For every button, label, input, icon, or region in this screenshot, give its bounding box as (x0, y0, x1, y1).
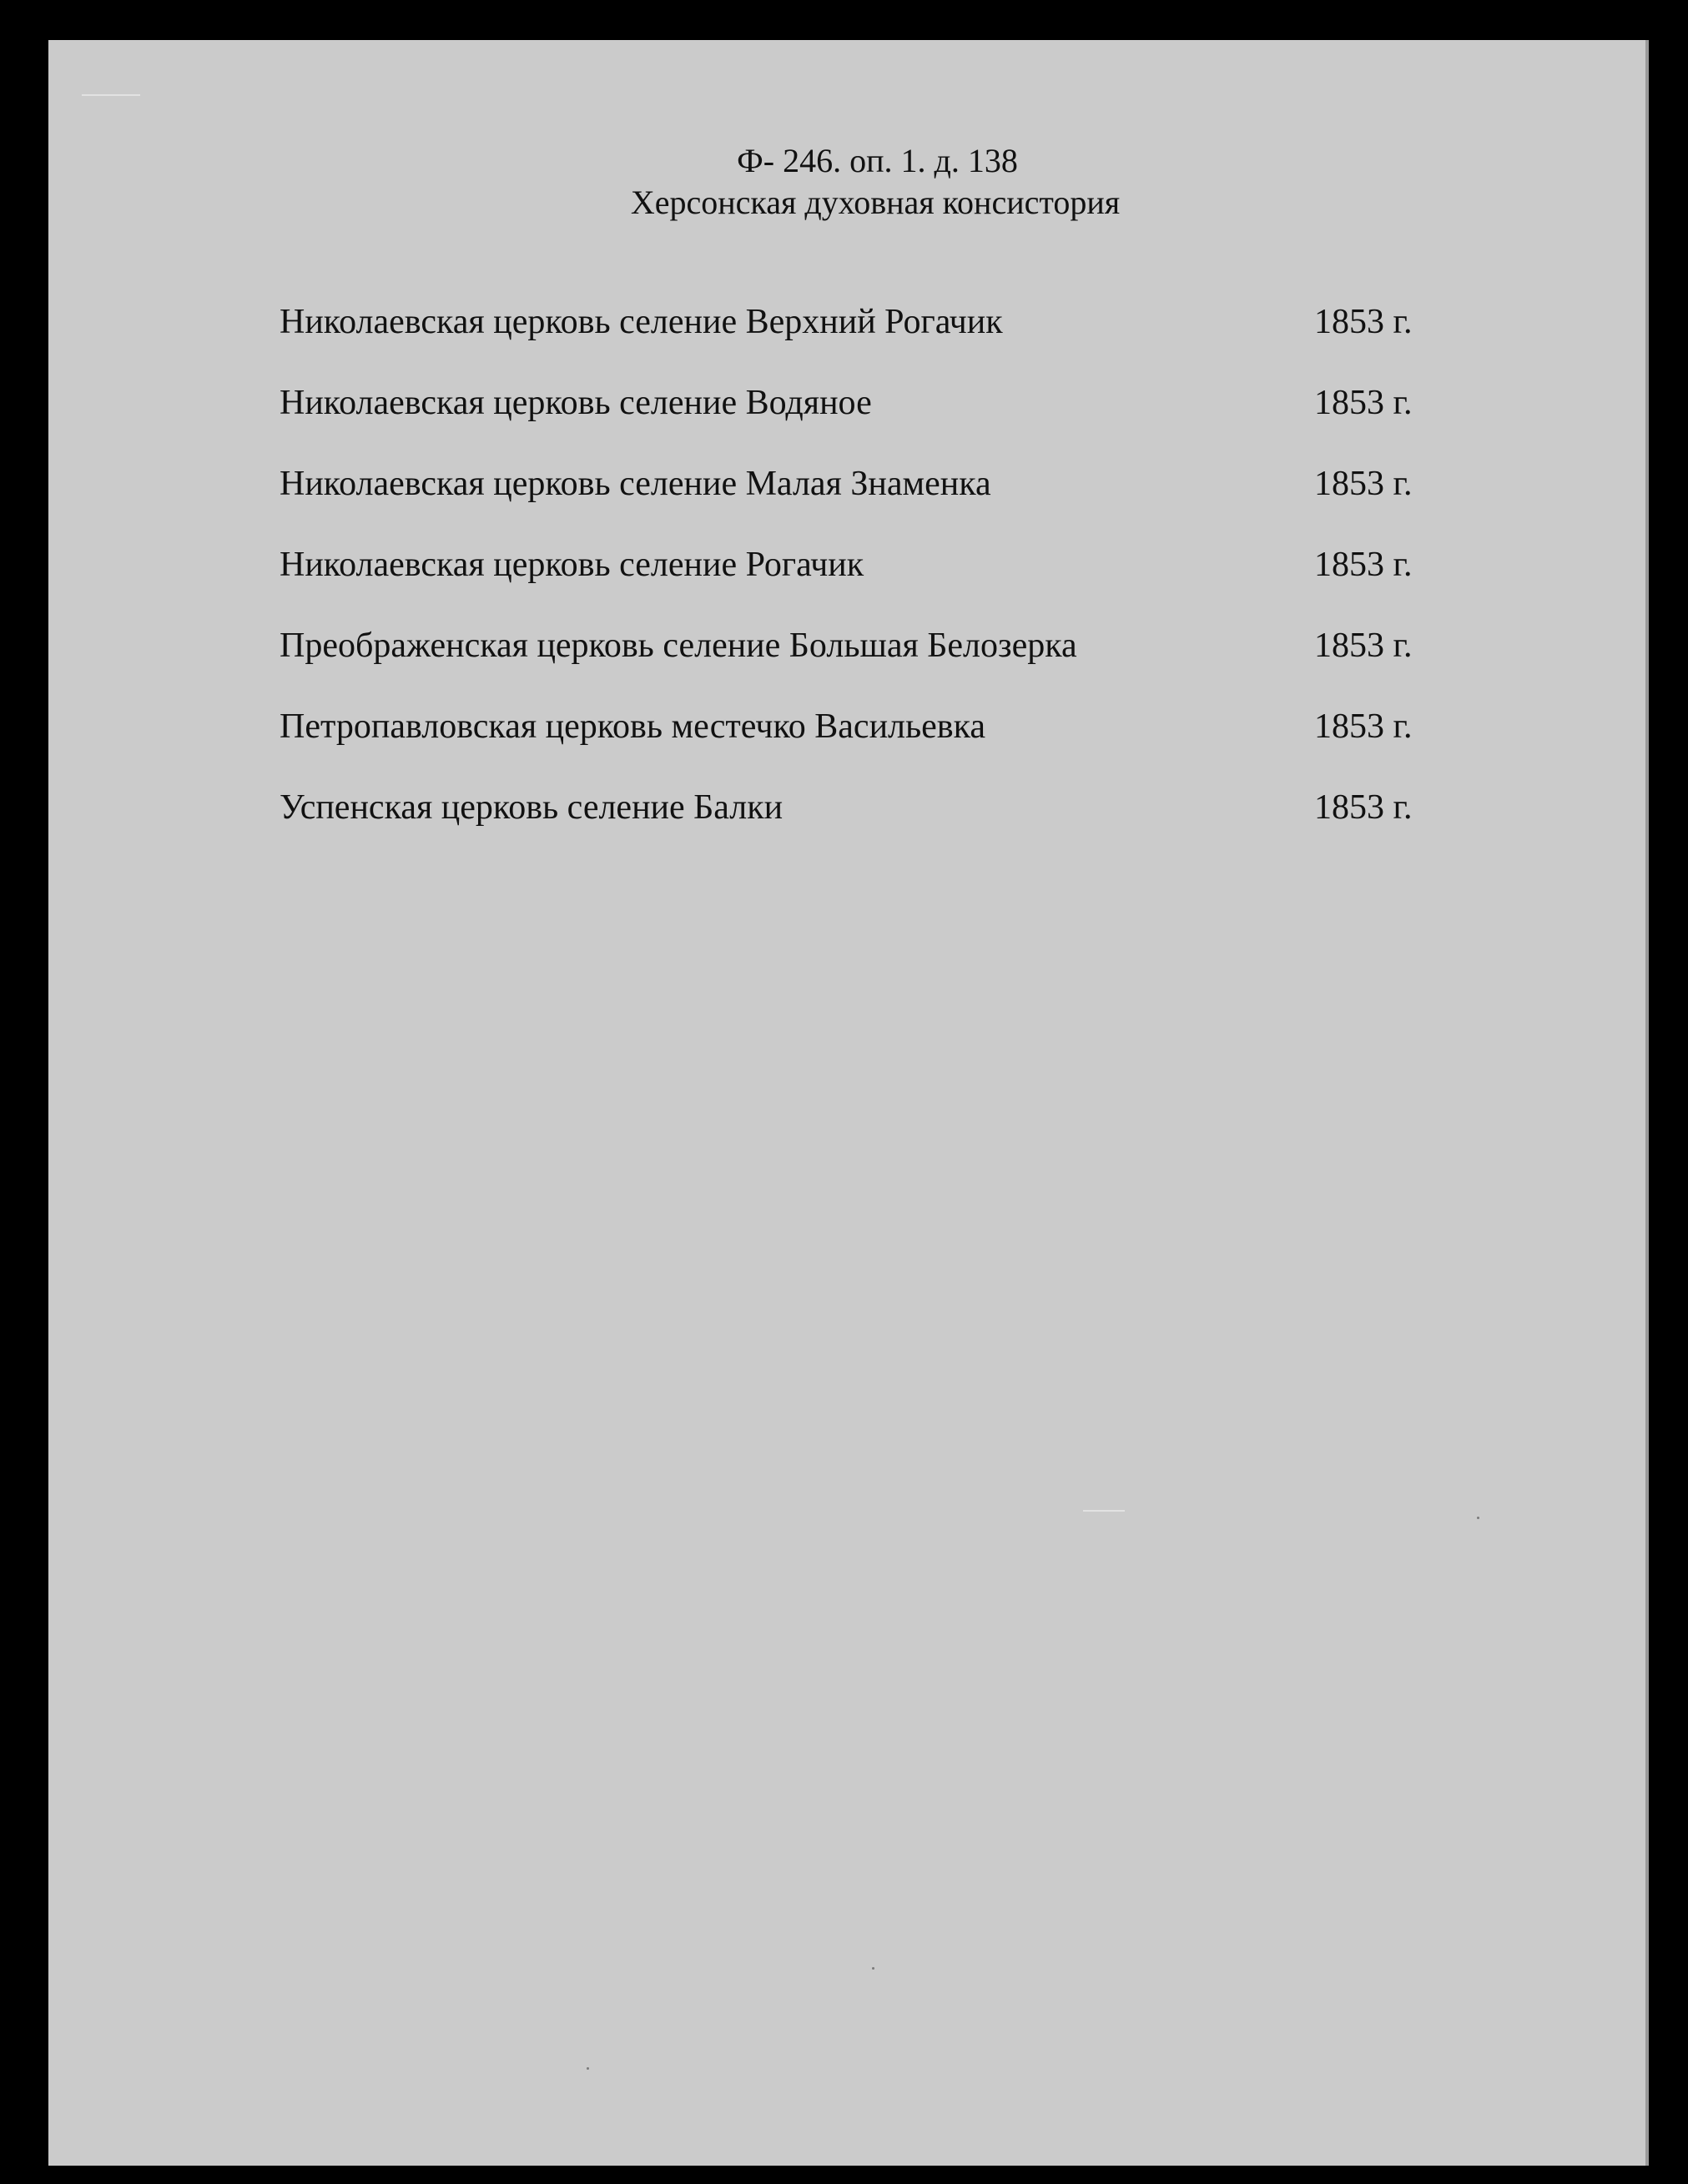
scan-speck (1477, 1517, 1479, 1519)
scan-speck (872, 1967, 874, 1970)
record-year: 1853 г. (1314, 384, 1413, 422)
list-item (280, 297, 1431, 378)
scan-speck (587, 2067, 589, 2070)
document-header (0, 140, 1688, 224)
scan-scratch-mark (1083, 1510, 1125, 1512)
record-year: 1853 г. (1314, 627, 1413, 665)
church-name: Петропавловская церковь местечко Васильевка (280, 707, 986, 746)
church-name: Николаевская церковь селение Рогачик (280, 546, 864, 584)
archive-code: Ф- 246. оп. 1. д. 138 (737, 142, 1018, 179)
church-name: Николаевская церковь селение Малая Знаменка (280, 465, 991, 503)
record-year: 1853 г. (1314, 546, 1413, 584)
list-item (280, 783, 1431, 863)
list-item (280, 540, 1431, 621)
list-item (280, 621, 1431, 702)
record-year: 1853 г. (1314, 303, 1413, 341)
church-record-list (280, 297, 1431, 863)
church-name: Успенская церковь селение Балки (280, 788, 784, 827)
church-name: Преображенская церковь селение Большая Белозерка (280, 627, 1077, 665)
institution-name: Херсонская духовная консистория (630, 184, 1121, 221)
record-year: 1853 г. (1314, 707, 1413, 746)
church-name: Николаевская церковь селение Верхний Рогачик (280, 303, 1003, 341)
record-year: 1853 г. (1314, 465, 1413, 503)
list-item (280, 459, 1431, 540)
list-item (280, 378, 1431, 459)
list-item (280, 702, 1431, 783)
record-year: 1853 г. (1314, 788, 1413, 827)
scan-scratch-mark (82, 94, 140, 96)
church-name: Николаевская церковь селение Водяное (280, 384, 872, 422)
